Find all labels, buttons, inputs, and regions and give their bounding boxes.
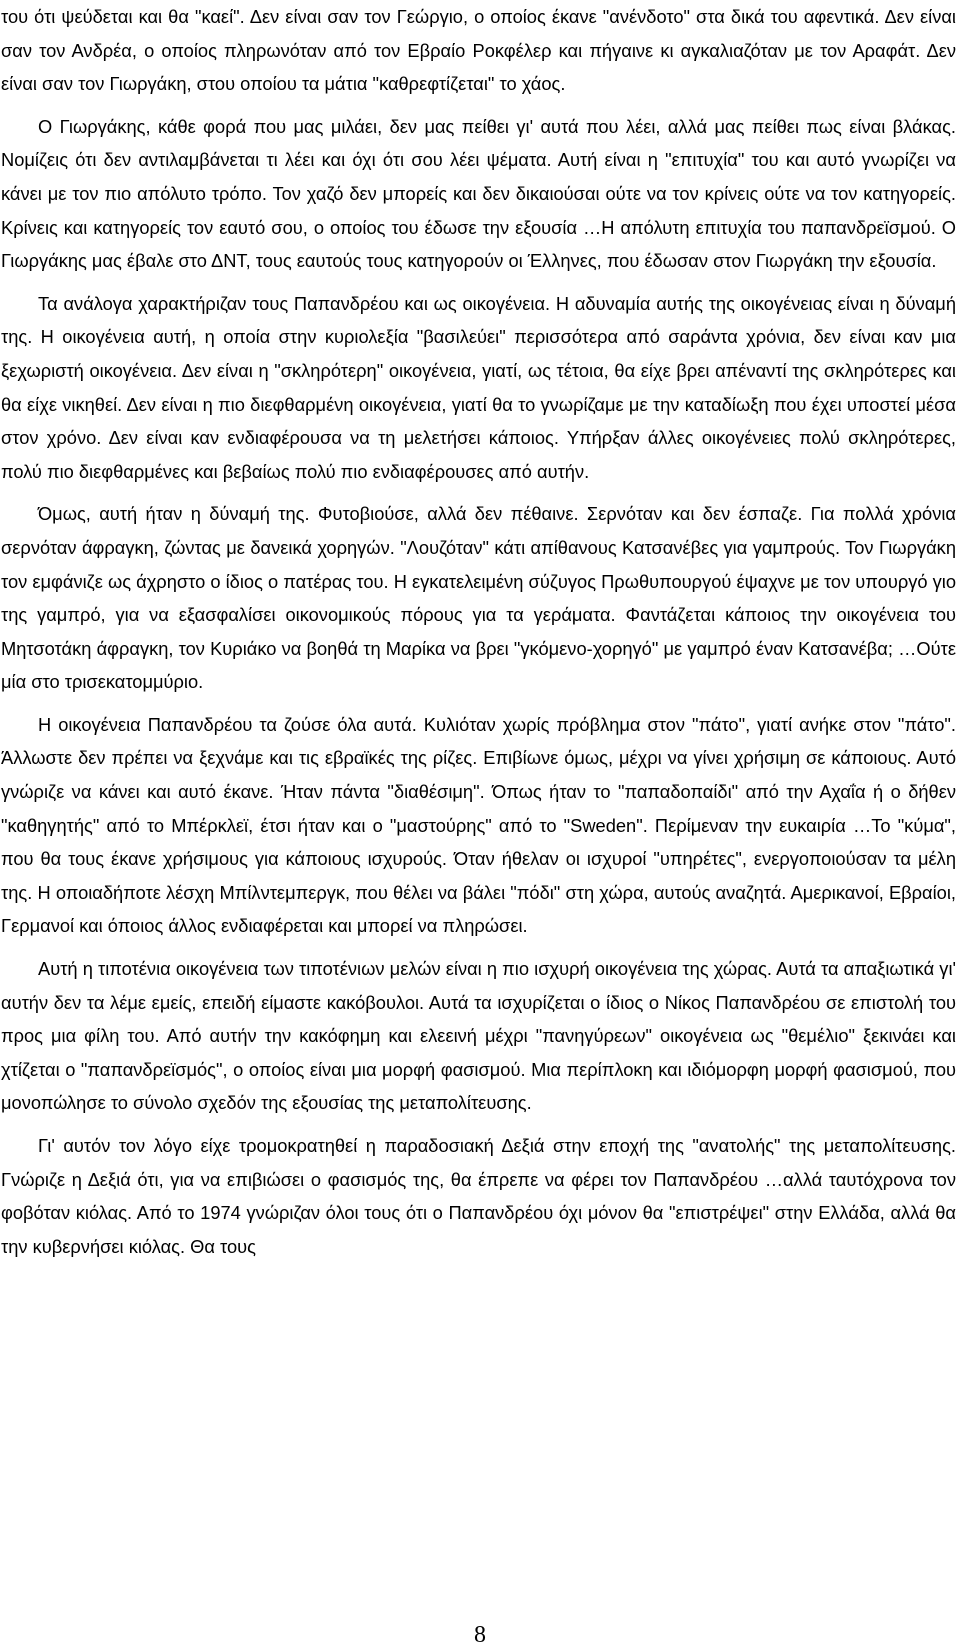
paragraph: Γι' αυτόν τον λόγο είχε τρομοκρατηθεί η παραδοσιακή Δεξιά στην εποχή της "ανατολής" της μεταπολίτευσης. Γνώριζε η Δεξιά ότι, για να επιβιώσει ο φασισμός της, θα έπρεπε να φέρει τον Παπανδρέου …αλλά ταυτόχρονα τον φοβόταν κιόλας. Από το 1974 γνώριζαν όλοι τους ότι ο Παπανδρέου όχι μόνον θα "επιστρέψει" στην Ελλάδα, αλλά θα την κυβερνήσει κιόλας. Θα τους bbox=[1, 1135, 956, 1257]
paragraph: Η οικογένεια Παπανδρέου τα ζούσε όλα αυτά. Κυλιόταν χωρίς πρόβλημα στον "πάτο", γιατί ανήκε στον "πάτο". Άλλωστε δεν πρέπει να ξεχνάμε και τις εβραϊκές της ρίζες. Επιβίωνε όμως, μέχρι να γίνει χρήσιμη σε κάποιους. Αυτό γνώριζε να κάνει και αυτό έκανε. Ήταν πάντα "διαθέσιμη". Όπως ήταν το "παπαδοπαίδι" από την Αχαΐα ή ο δήθεν "καθηγητής" από το Μπέρκλεϊ, έτσι ήταν και ο "μαστούρης" από το "Sweden". Περίμεναν την ευκαιρία …Το "κύμα", που θα τους έκανε χρήσιμους για κάποιους ισχυρούς. Όταν ήθελαν οι ισχυροί "υπηρέτες", ενεργοποιούσαν τα μέλη της. Η οποιαδήποτε λέσχη Μπίλντεμπεργκ, που θέλει να βάλει "πόδι" στη χώρα, αυτούς αναζητά. Αμερικανοί, Εβραίοι, Γερμανοί και όποιος άλλος ενδιαφέρεται και μπορεί να πληρώσει. bbox=[1, 713, 956, 937]
paragraph: Ο Γιωργάκης, κάθε φορά που μας μιλάει, δεν μας πείθει γι' αυτά που λέει, αλλά μας πείθει πως είναι βλάκας. Νομίζεις ότι δεν αντιλαμβάνεται τι λέει και όχι ότι σου λέει ψέματα. Αυτή είναι η "επιτυχία" του και αυτό γνωρίζει να κάνει με τον πιο απόλυτο τρόπο. Τον χαζό δεν μπορείς και δεν δικαιούσαι ούτε να τον κρίνεις ούτε να τον κατηγορείς. Κρίνεις και κατηγορείς τον εαυτό σου, ο οποίος του έδωσε την εξουσία …Η απόλυτη επιτυχία του παπανδρεϊσμού. Ο Γιωργάκης μας έβαλε στο ΔΝΤ, τους εαυτούς τους κατηγορούν οι Έλληνες, που έδωσαν στον Γιωργάκη την εξουσία. bbox=[1, 115, 956, 272]
paragraph: Όμως, αυτή ήταν η δύναμή της. Φυτοβιούσε, αλλά δεν πέθαινε. Σερνόταν και δεν έσπαζε. Για πολλά χρόνια σερνόταν άφραγκη, ζώντας με δανεικά χορηγών. "Λουζόταν" κάτι απίθανους Κατσανέβες για γαμπρούς. Τον Γιωργάκη τον εμφάνιζε ως άχρηστο ο ίδιος ο πατέρας του. Η εγκατελειμένη σύζυγος Πρωθυπουργού έψαχνε με τον υπουργό γιο της γαμπρό, για να εξασφαλίσει οικονομικούς πόρους για τα γεράματα. Φαντάζεται κάποιος την οικογένεια του Μητσοτάκη άφραγκη, τον Κυριάκο να βοηθά τη Μαρίκα να βρει "γκόμενο-χορηγό" με γαμπρό έναν Κατσανέβα; …Ούτε μία στο τρισεκατομμύριο. bbox=[1, 503, 956, 693]
paragraph: Τα ανάλογα χαρακτήριζαν τους Παπανδρέου και ως οικογένεια. Η αδυναμία αυτής της οικογένειας είναι η δύναμή της. Η οικογένεια αυτή, η οποία στην κυριολεξία "βασιλεύει" περισσότερα από σαράντα χρόνια, δεν είναι καν μια ξεχωριστή οικογένεια. Δεν είναι η "σκληρότερη" οικογένεια, γιατί, ως τέτοια, θα είχε βρει απέναντί της σκληρότερες και θα είχε νικηθεί. Δεν είναι η πιο διεφθαρμένη οικογένεια, γιατί θα το γνωρίζαμε με την καταδίωξη που έχει υποστεί μέσα στον χρόνο. Δεν είναι καν ενδιαφέρουσα να τη μελετήσει κάποιος. Υπήρξαν άλλες οικογένειες πολύ σκληρότερες, πολύ πιο διεφθαρμένες και βεβαίως πολύ πιο ενδιαφέρουσες από αυτήν. bbox=[1, 292, 956, 482]
paragraph: Αυτή η τιποτένια οικογένεια των τιποτένιων μελών είναι η πιο ισχυρή οικογένεια της χώρας. Αυτά τα απαξιωτικά γι' αυτήν δεν τα λέμε εμείς, επειδή είμαστε κακόβουλοι. Αυτά τα ισχυρίζεται ο ίδιος ο Νίκος Παπανδρέου σε επιστολή του προς μια φίλη του. Από αυτήν την κακόφημη και ελεεινή μέχρι "πανηγύρεων" οικογένεια ως "θεμέλιο" ξεκινάει και χτίζεται ο "παπανδρεϊσμός", ο οποίος είναι μια μορφή φασισμού. Μια περίπλοκη και ιδιόμορφη μορφή φασισμού, που μονοπώλησε το σύνολο σχεδόν της εξουσίας της μεταπολίτευσης. bbox=[1, 958, 956, 1114]
page-number: 8 bbox=[474, 1622, 486, 1648]
paragraph: του ότι ψεύδεται και θα "καεί". Δεν είναι σαν τον Γεώργιο, ο οποίος έκανε "ανένδοτο" στα δικά του αφεντικά. Δεν είναι σαν τον Ανδρέα, ο οποίος πληρωνόταν από τον Εβραίο Ροκφέλερ και πήγαινε κι αγκαλιαζόταν με τον Αραφάτ. Δεν είναι σαν τον Γιωργάκη, στου οποίου τα μάτια "καθρεφτίζεται" το χάος. bbox=[1, 6, 956, 95]
body-text bbox=[1, 0, 956, 1272]
